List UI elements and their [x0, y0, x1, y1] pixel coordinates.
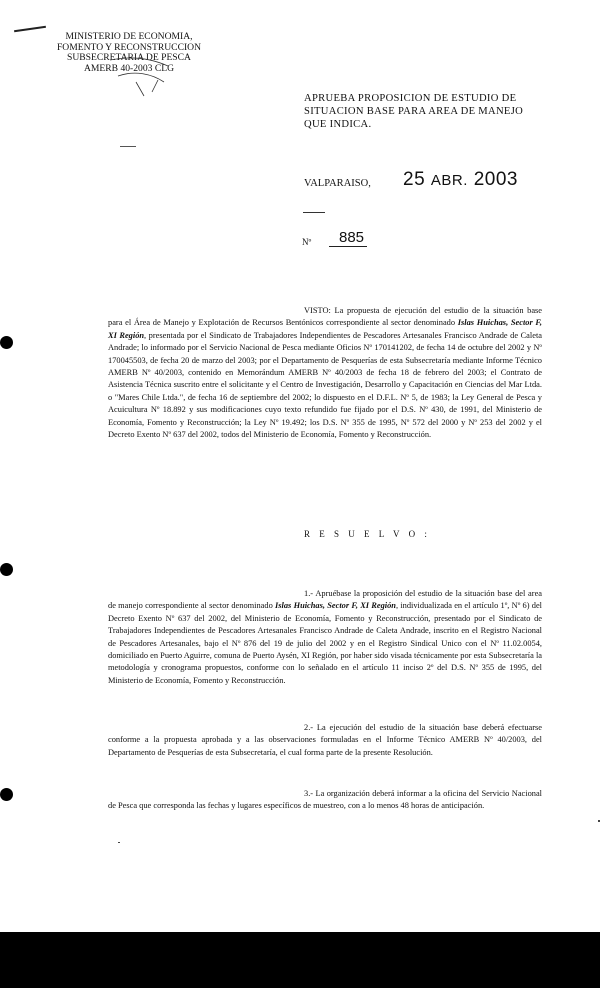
resolution-item-2 — [108, 722, 542, 759]
subject-line-1: APRUEBA PROPOSICION DE ESTUDIO DE — [304, 93, 517, 104]
resolution-item-1 — [108, 588, 542, 687]
letterhead-ministry-2: FOMENTO Y RECONSTRUCCION — [56, 41, 202, 53]
number-label: Nº — [302, 237, 312, 247]
item-1-text-1: 1.- Apruébase la proposición del estudio de la situación base del area de manejo correspondiente al sector denominado — [108, 589, 542, 611]
resolution-item-3 — [108, 788, 542, 813]
date-month: ABR. — [430, 172, 468, 189]
number-dash — [303, 212, 325, 213]
resolution-number: 885 — [339, 229, 365, 246]
resuelvo-heading: R E S U E L V O : — [304, 529, 431, 539]
punch-hole — [0, 788, 13, 801]
subject-block — [304, 92, 544, 131]
date-stamp — [403, 169, 518, 191]
punch-hole — [0, 563, 13, 576]
scan-speck — [118, 842, 120, 843]
item-1-text-2: , individualizada en el artículo 1º, Nº 6) del Decreto Exento Nº 637 del 2002, del Ministerio de Economía, Fomento y Reconstrucción, presentado por el Sindicato de Trabajadores Independientes de Pescadores Artesanales Francisco Andrade de Caleta Andrade, inscrito en el Registro Nacional de Pescadores Artesanales, bajo el Nº 876 del 19 de julio del 2002 y en el Registro Sindical Unico con el Nº 11.02.0054, domiciliado en Puerto Aguirre, comuna de Puerto Aysén, XI Región, por haber sido visada técnicamente por esta Subsecretaría la metodología y cronograma propuestos, conforme con lo señalado en el artículo 11 inciso 2º del D.S. Nº 355 de 1995, del Ministerio de Economía, Fomento y Reconstrucción. — [108, 601, 543, 685]
subject-line-2: SITUACION BASE PARA AREA DE MANEJO — [304, 106, 524, 117]
item-2-text: 2.- La ejecución del estudio de la situación base deberá efectuarse conforme a la propuesta aprobada y a las observaciones formuladas en el Informe Técnico AMERB Nº 40/2003, del Departamento de Pesquerías de esta Subsecretaría, el cual forma parte de la presente Resolución. — [108, 723, 542, 757]
punch-hole — [0, 336, 13, 349]
letterhead-reference: AMERB 40-2003 CLG — [83, 62, 175, 74]
visto-text-1: La propuesta de ejecución del estudio de la situación base para el Área de Manejo y Explotación de Recursos Bentónicos correspondiente al sector denominado — [108, 306, 543, 328]
place-label: VALPARAISO, — [304, 178, 371, 189]
signature-scribble — [40, 52, 190, 102]
visto-sector: Islas Huichas, Sector F, XI Región — [108, 318, 543, 340]
date-year: 2003 — [473, 169, 518, 190]
visto-paragraph — [108, 305, 542, 441]
item-1-sector: Islas Huichas, Sector F, XI Región — [275, 601, 396, 611]
subject-line-3: QUE INDICA. — [304, 119, 372, 130]
number-underline — [329, 246, 367, 247]
visto-lead: VISTO: — [304, 306, 331, 315]
visto-text-2: , presentada por el Sindicato de Trabajadores Independientes de Pescadores Artesanales Francisco Andrade de Caleta Andrade; lo informado por el Servicio Nacional de Pesca mediante Oficios Nº 170141202, de fecha 14 de octubre del 2002 y Nº 170045503, de fecha 20 de marzo del 2003; por el Departamento de Pesquerías de esta Subsecretaría mediante Informe Técnico AMERB Nº 40/2003, contenido en Memorándum AMERB Nº 40/2003 de fecha 18 de febrero del 2003; el Contrato de Asistencia Técnica suscrito entre el solicitante y el Centro de Investigación, Desarrollo y Capacitación en Ciencias del Mar Ltda. o "Mares Chile Ltda.", de fecha 16 de septiembre del 2002; lo dispuesto en el D.F.L. Nº 5, de 1983; la Ley General de Pesca y Acuicultura Nº 18.892 y sus modificaciones cuyo texto refundido fue fijado por el D.S. Nº 430, de 1991, del Ministerio de Economía, Fomento y Reconstrucción; la Ley Nº 19.492; los D.S. Nº 355 de 1995, Nº 572 del 2000 y Nº 253 del 2002 y el Decreto Exento Nº 637 del 2002, todos del Ministerio de Economía, Fomento y Reconstrucción. — [108, 330, 542, 440]
item-3-text: 3.- La organización deberá informar a la oficina del Servicio Nacional de Pesca que corresponda las fechas y lugares específicos de muestreo, con a lo menos 48 horas de anticipación. — [108, 789, 542, 811]
letterhead-subsecretaria: SUBSECRETARIA DE PESCA — [67, 52, 191, 63]
handwritten-dash — [120, 146, 136, 147]
letterhead-ministry: MINISTERIO DE ECONOMIA, — [65, 31, 193, 42]
date-day: 25 — [403, 169, 426, 190]
